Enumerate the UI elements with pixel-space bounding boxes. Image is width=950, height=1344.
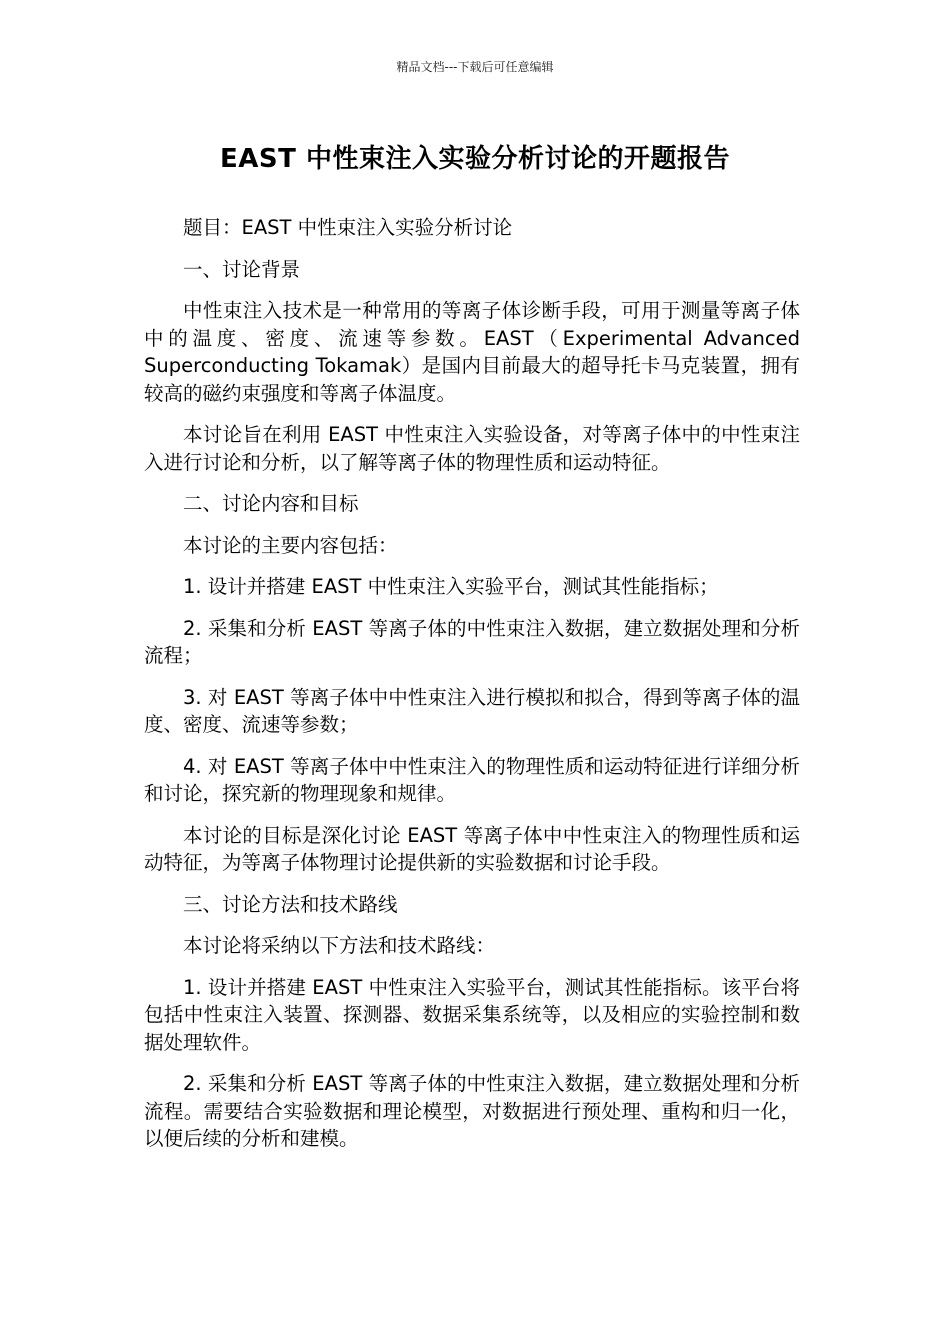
paragraph-background: 中性束注入技术是一种常用的等离子体诊断手段，可用于测量等离子体中的温度、密度、流速等参数。EAST（Experimental Advanced Superconducting Tokamak）是国内目前最大的超导托卡马克装置，拥有较高的磁约束强度和等离子体温度。 — [144, 299, 800, 405]
document-body — [144, 214, 800, 1167]
paragraph-methods-intro: 本讨论将采纳以下方法和技术路线： — [183, 934, 496, 957]
paragraph-goal: 本讨论的目标是深化讨论 EAST 等离子体中中性束注入的物理性质和运动特征，为等离子体物理讨论提供新的实验数据和讨论手段。 — [144, 823, 800, 874]
document-title: EAST 中性束注入实验分析讨论的开题报告 — [220, 144, 730, 174]
list-item: 4. 对 EAST 等离子体中中性束注入的物理性质和运动特征进行详细分析和讨论，探究新的物理现象和规律。 — [144, 754, 800, 805]
list-item: 2. 采集和分析 EAST 等离子体的中性束注入数据，建立数据处理和分析流程； — [144, 616, 800, 667]
paragraph-purpose: 本讨论旨在利用 EAST 中性束注入实验设备，对等离子体中的中性束注入进行讨论和分析，以了解等离子体的物理性质和运动特征。 — [144, 423, 800, 474]
topic-line: 题目：EAST 中性束注入实验分析讨论 — [183, 216, 513, 239]
section-heading-methods: 三、讨论方法和技术路线 — [183, 892, 398, 916]
section-heading-background: 一、讨论背景 — [183, 257, 301, 281]
header-note: 精品文档---下载后可任意编辑 — [396, 60, 554, 74]
paragraph-content-intro: 本讨论的主要内容包括： — [183, 533, 398, 557]
list-item: 2. 采集和分析 EAST 等离子体的中性束注入数据，建立数据处理和分析流程。需要结合实验数据和理论模型，对数据进行预处理、重构和归一化，以便后续的分析和建模。 — [144, 1072, 800, 1150]
section-heading-content: 二、讨论内容和目标 — [183, 492, 359, 515]
list-item: 1. 设计并搭建 EAST 中性束注入实验平台，测试其性能指标； — [183, 575, 719, 598]
list-item: 3. 对 EAST 等离子体中中性束注入进行模拟和拟合，得到等离子体的温度、密度、流速等参数； — [144, 685, 800, 736]
list-item: 1. 设计并搭建 EAST 中性束注入实验平台，测试其性能指标。该平台将包括中性束注入装置、探测器、数据采集系统等，以及相应的实验控制和数据处理软件。 — [144, 975, 800, 1054]
